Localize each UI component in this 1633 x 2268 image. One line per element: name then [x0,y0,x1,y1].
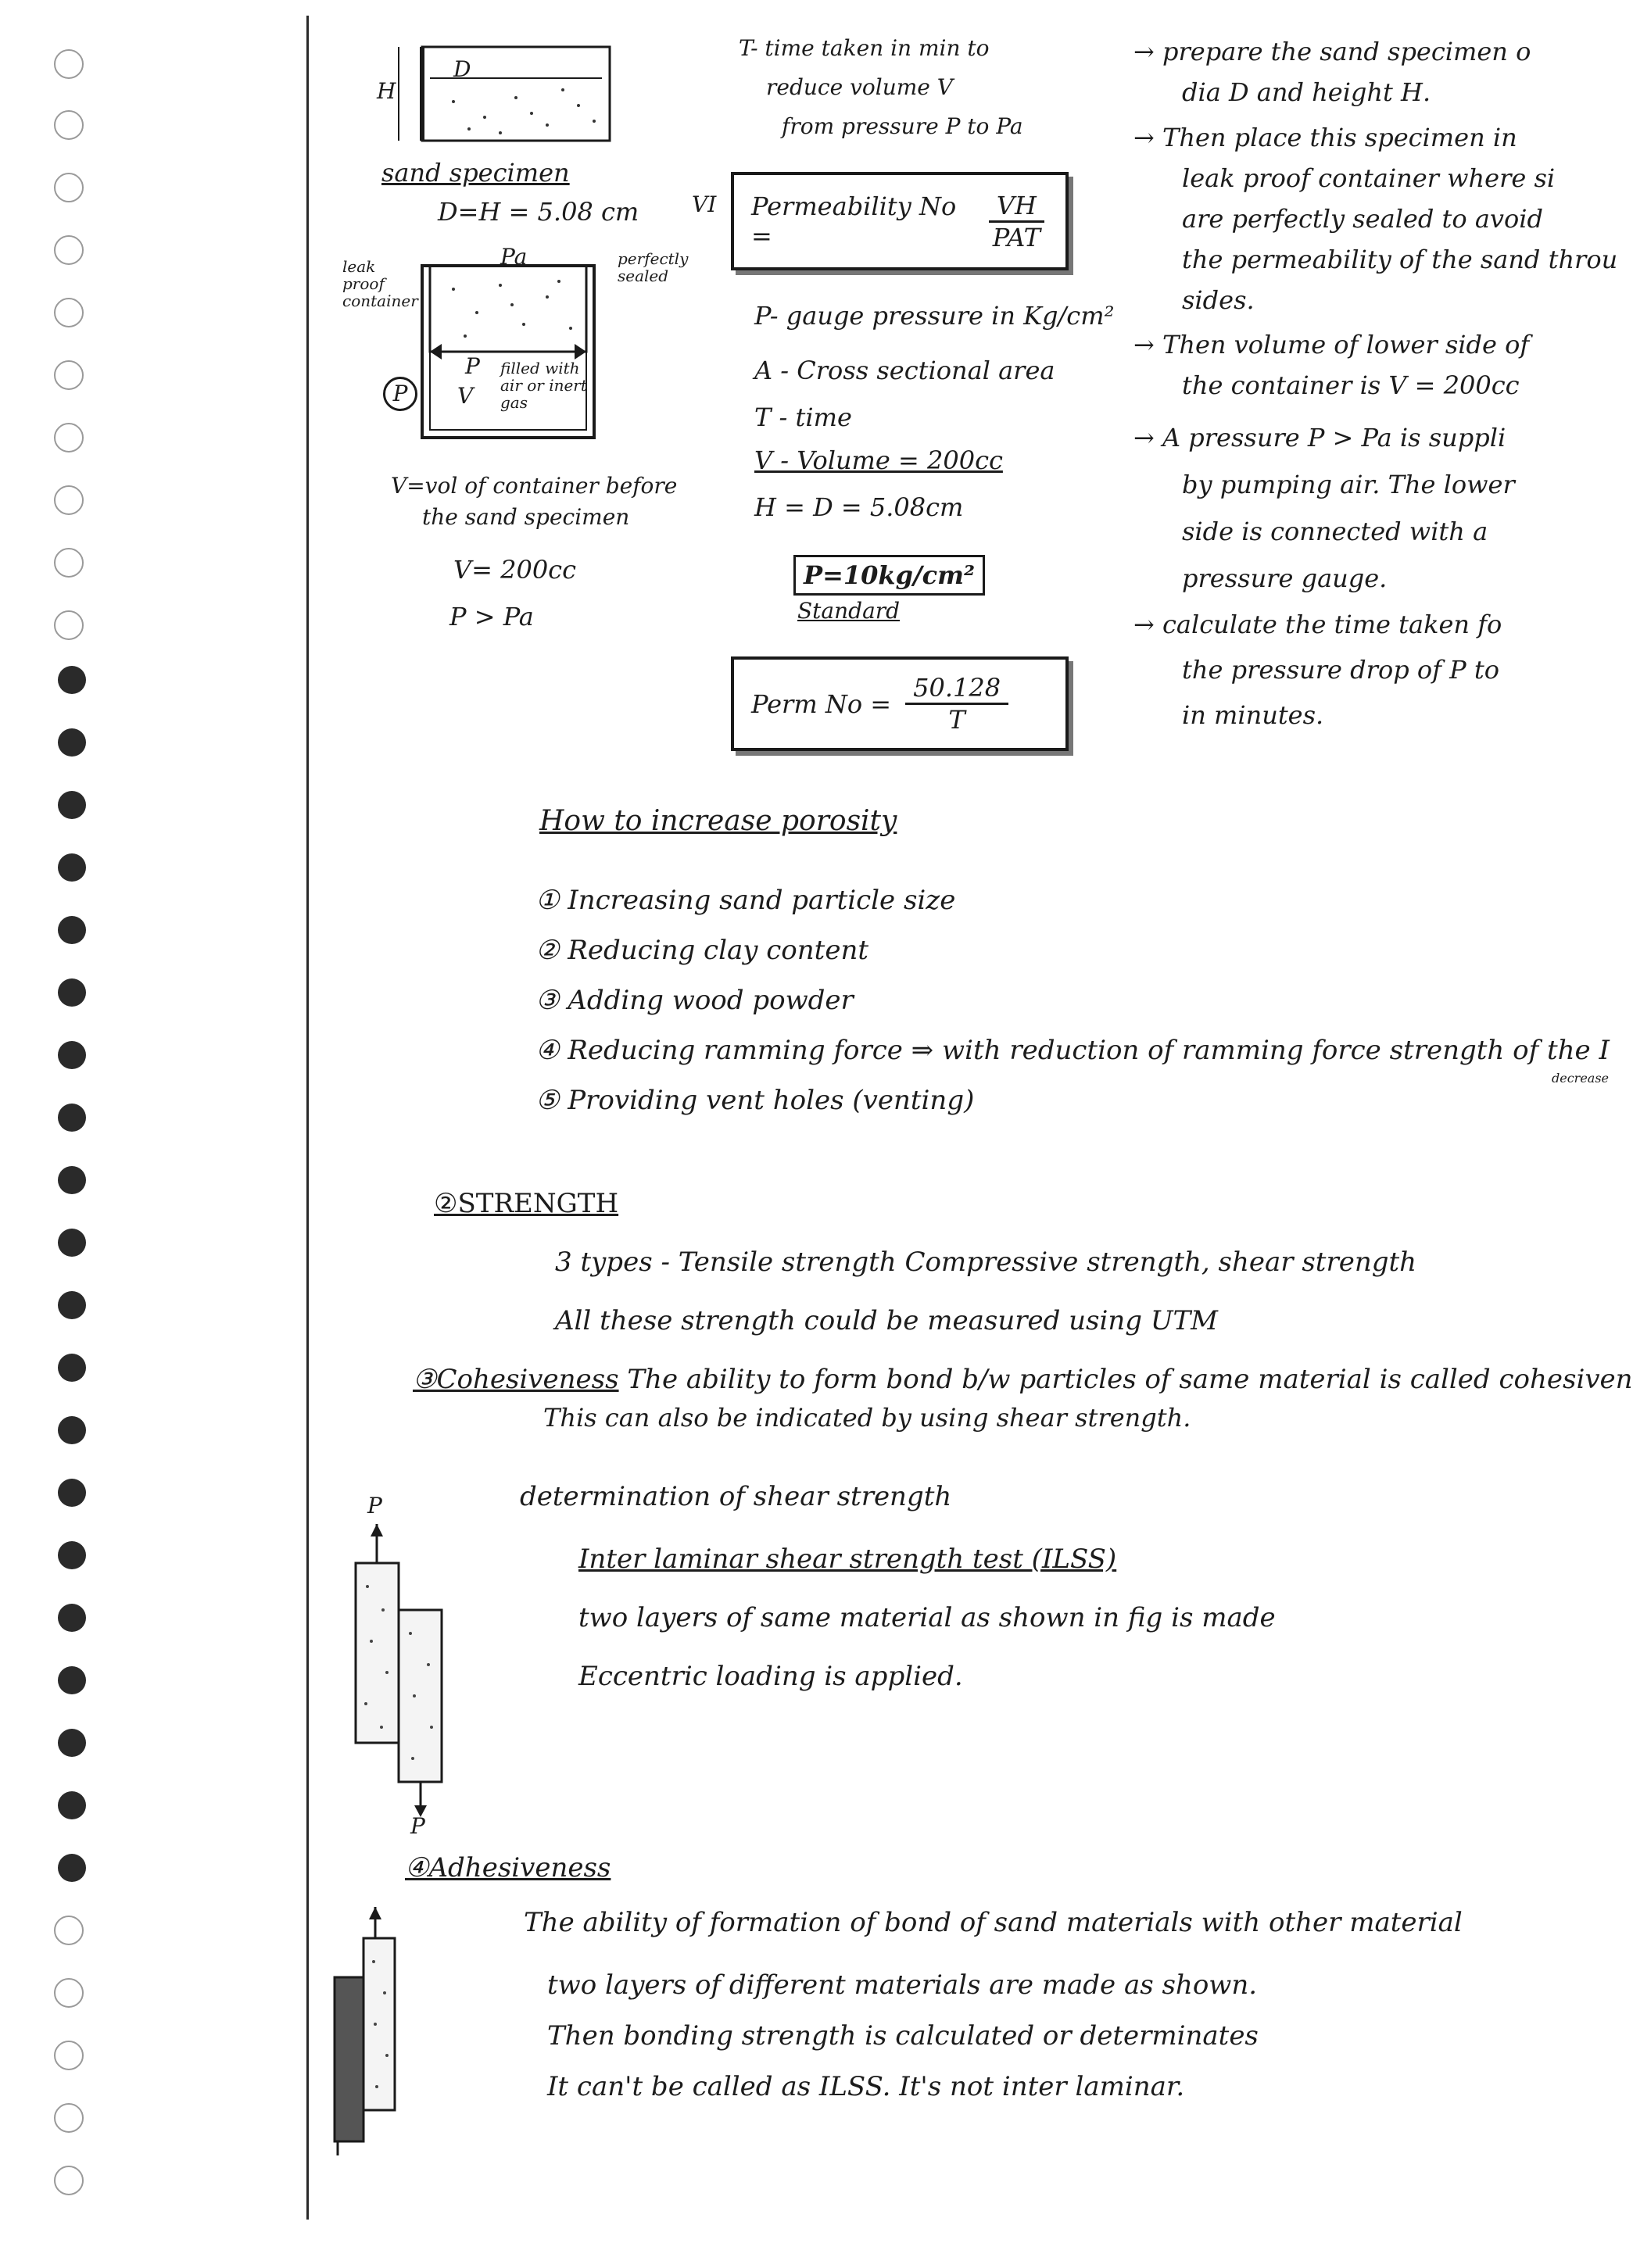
adhesiveness-title: ④Adhesiveness [405,1852,611,1883]
container-volume: V= 200cc [453,555,577,585]
ilss-load-bottom-label: P [410,1813,425,1839]
perm-no-formula-box [731,656,1069,751]
def-h: H = D = 5.08cm [754,492,964,522]
t-definition-3: from pressure P to Pa [782,113,1023,139]
porosity-item-5: ⑤ Providing vent holes (venting) [535,1085,975,1116]
cohesiveness-block [413,1364,1633,1395]
porosity-item-4: ④ Reducing ramming force ⇒ with reduction of ramming force strength of the I [535,1035,1610,1066]
binder-holes-graphic [0,0,141,2265]
container-label-gas: filled with air or inert gas [500,359,587,412]
specimen-label-d: D [453,56,471,82]
roman-numeral-label: VI [692,191,717,217]
t-definition-2: reduce volume V [766,74,953,100]
permeability-numerator: VH [989,191,1044,223]
strength-line-1: 3 types - Tensile strength Compressive strength, shear strength [555,1247,1417,1278]
right-step-2-line-1: → Then place this specimen in [1133,123,1517,152]
right-step-5-line-3: in minutes. [1182,700,1324,730]
binder-holes [0,0,141,2265]
right-step-2-line-5: sides. [1182,285,1255,315]
porosity-list [535,875,1610,1125]
perm-no-numerator: 50.128 [905,673,1008,705]
def-t: T - time [754,402,852,432]
adhesiveness-line-4: It can't be called as ILSS. It's not inter laminar. [547,2071,1185,2102]
container-label-sealed: perfectly sealed [618,249,689,285]
right-step-4-line-3: side is connected with a [1182,517,1488,546]
permeability-formula-box [731,172,1069,270]
porosity-item-1: ① Increasing sand particle size [535,885,956,916]
standard-pressure-box: P=10kg/cm² [793,555,985,596]
container-diagram [406,250,610,445]
right-step-4-line-4: pressure gauge. [1182,563,1388,593]
ilss-test-title: Inter laminar shear strength test (ILSS) [578,1544,1117,1575]
right-step-3-line-1: → Then volume of lower side of [1133,330,1530,360]
def-a: A - Cross sectional area [754,356,1055,385]
right-step-3 [1133,324,1529,406]
specimen-caption: sand specimen [381,158,570,188]
container-caption-1: V=vol of container before [391,473,678,499]
perm-no-label: Perm No = [751,689,892,719]
ilss-line-2: Eccentric loading is applied. [578,1661,963,1692]
margin-line [306,16,309,2220]
right-step-5-line-2: the pressure drop of P to [1182,655,1499,685]
cohesiveness-line-1: The ability to form bond b/w particles of same material is called cohesiven [627,1364,1633,1395]
t-definition-1: T- time taken in min to [739,35,990,61]
container-label-leak: leak proof container [342,257,418,310]
right-step-4 [1133,414,1515,602]
right-step-5 [1133,602,1502,738]
adhesiveness-line-2: two layers of different materials are made as shown. [547,1969,1258,2001]
container-label-p: P [465,353,480,379]
standard-label: Standard [797,598,901,624]
cohesiveness-title: ③Cohesiveness [413,1364,619,1395]
right-step-1-line-2: dia D and height H. [1182,77,1431,107]
adhesiveness-line-1: The ability of formation of bond of sand materials with other material [524,1907,1463,1938]
permeability-denominator: PAT [992,222,1040,252]
strength-title: ②STRENGTH [434,1188,619,1219]
right-step-2-line-4: the permeability of the sand throu [1182,245,1618,274]
right-step-5-line-1: → calculate the time taken fo [1133,610,1502,639]
porosity-item-3: ③ Adding wood powder [535,985,854,1016]
specimen-dims: D=H = 5.08 cm [438,197,639,227]
permeability-label: Permeability No = [751,191,957,251]
container-label-pa: Pa [500,244,528,270]
container-pressure: P > Pa [449,602,534,631]
def-p: P- gauge pressure in Kg/cm² [754,301,1115,331]
right-step-1 [1133,31,1531,113]
perm-no-denominator: T [948,705,965,735]
ilss-line-1: two layers of same material as shown in fig is made [578,1602,1276,1633]
sand-specimen-diagram [367,31,649,148]
cohesiveness-line-2: This can also be indicated by using shear strength. [543,1403,1191,1433]
ilss-load-top-label: P [367,1493,382,1519]
specimen-label-h: H [377,78,396,104]
def-v: V - Volume = 200cc [754,445,1003,475]
right-step-2 [1133,117,1617,320]
right-step-4-line-2: by pumping air. The lower [1182,470,1515,499]
permeability-fraction [985,191,1048,252]
adhesiveness-figure [321,1907,414,2157]
adhesiveness-line-3: Then bonding strength is calculated or determinates [547,2020,1259,2052]
porosity-small-note: decrease [1552,1071,1610,1086]
right-step-2-line-3: are perfectly sealed to avoid [1182,204,1543,234]
right-step-1-line-1: → prepare the sand specimen o [1133,37,1531,66]
right-step-4-line-1: → A pressure P > Pa is suppli [1133,423,1506,453]
container-caption-2: the sand specimen [422,504,630,530]
strength-line-2: All these strength could be measured using UTM [555,1305,1218,1336]
porosity-item-2: ② Reducing clay content [535,935,869,966]
pressure-gauge-label: P [383,377,417,411]
perm-no-fraction [905,673,1008,735]
container-label-v: V [457,383,474,409]
ilss-figure [344,1524,461,1821]
porosity-title: How to increase porosity [539,805,897,837]
right-step-3-line-2: the container is V = 200cc [1182,370,1520,400]
right-step-2-line-2: leak proof container where si [1182,163,1556,193]
shear-determination: determination of shear strength [520,1481,952,1512]
